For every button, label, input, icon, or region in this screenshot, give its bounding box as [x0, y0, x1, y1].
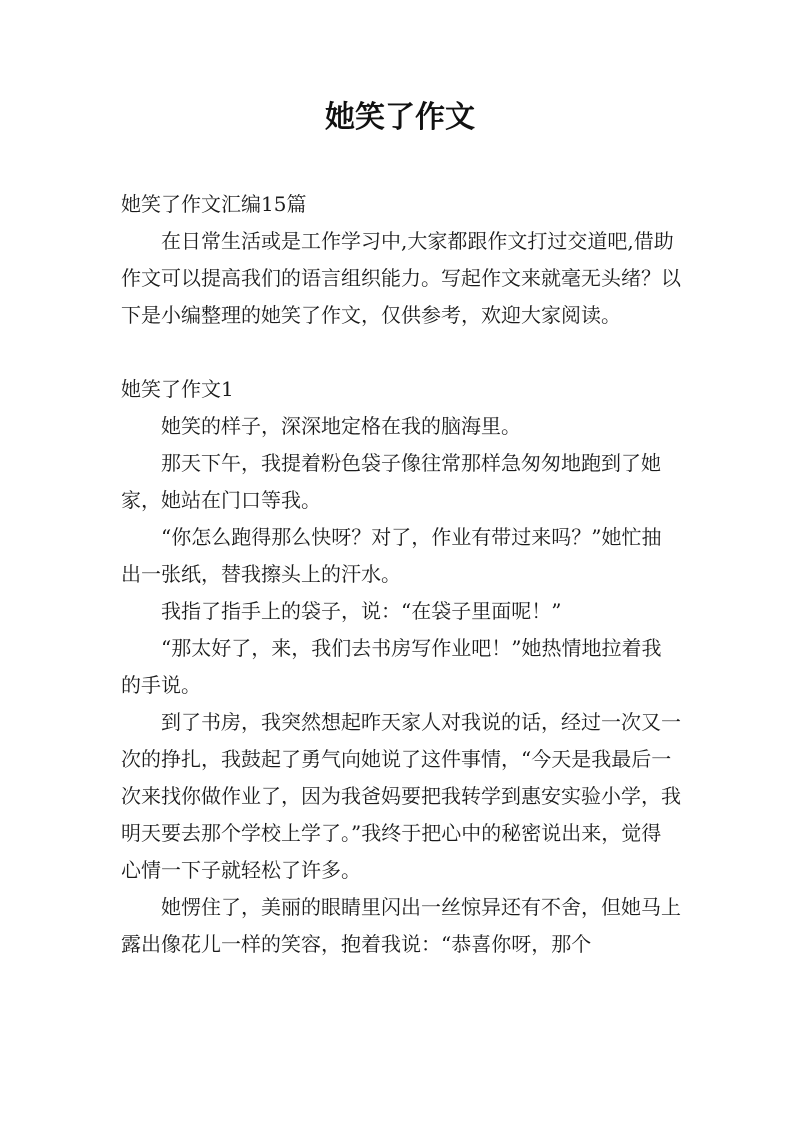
document-title: 她笑了作文 — [325, 100, 475, 135]
body-paragraph: “你怎么跑得那么快呀？对了，作业有带过来吗？”她忙抽出一张纸，替我擦头上的汗水。 — [121, 525, 662, 586]
section-heading: 她笑了作文1 — [121, 377, 234, 401]
document-body — [121, 186, 681, 963]
body-paragraph: 她笑的样子，深深地定格在我的脑海里。 — [161, 414, 521, 438]
intro-paragraph: 在日常生活或是工作学习中,大家都跟作文打过交道吧,借助作文可以提高我们的语言组织能力。写起作文来就毫无头绪？以下是小编整理的她笑了作文，仅供参考，欢迎大家阅读。 — [121, 229, 681, 327]
body-paragraph: 我指了指手上的袋子，说：“在袋子里面呢！” — [161, 599, 562, 623]
body-paragraph: 那天下午，我提着粉色袋子像往常那样急匆匆地跑到了她家，她站在门口等我。 — [121, 451, 661, 512]
collection-heading: 她笑了作文汇编15篇 — [121, 192, 307, 216]
body-paragraph: 到了书房，我突然想起昨天家人对我说的话，经过一次又一次的挣扎，我鼓起了勇气向她说了这件事情，“今天是我最后一次来找你做作业了，因为我爸妈要把我转学到惠安实验小学，我明天要去那个学校上学了。”我终于把心中的秘密说出来，觉得心情一下子就轻松了许多。 — [121, 710, 681, 882]
body-paragraph: “那太好了，来，我们去书房写作业吧！”她热情地拉着我的手说。 — [121, 636, 662, 697]
body-paragraph: 她愣住了，美丽的眼睛里闪出一丝惊异还有不舍，但她马上露出像花儿一样的笑容，抱着我说：“恭喜你呀，那个 — [121, 895, 681, 956]
section-spacer — [121, 334, 681, 371]
